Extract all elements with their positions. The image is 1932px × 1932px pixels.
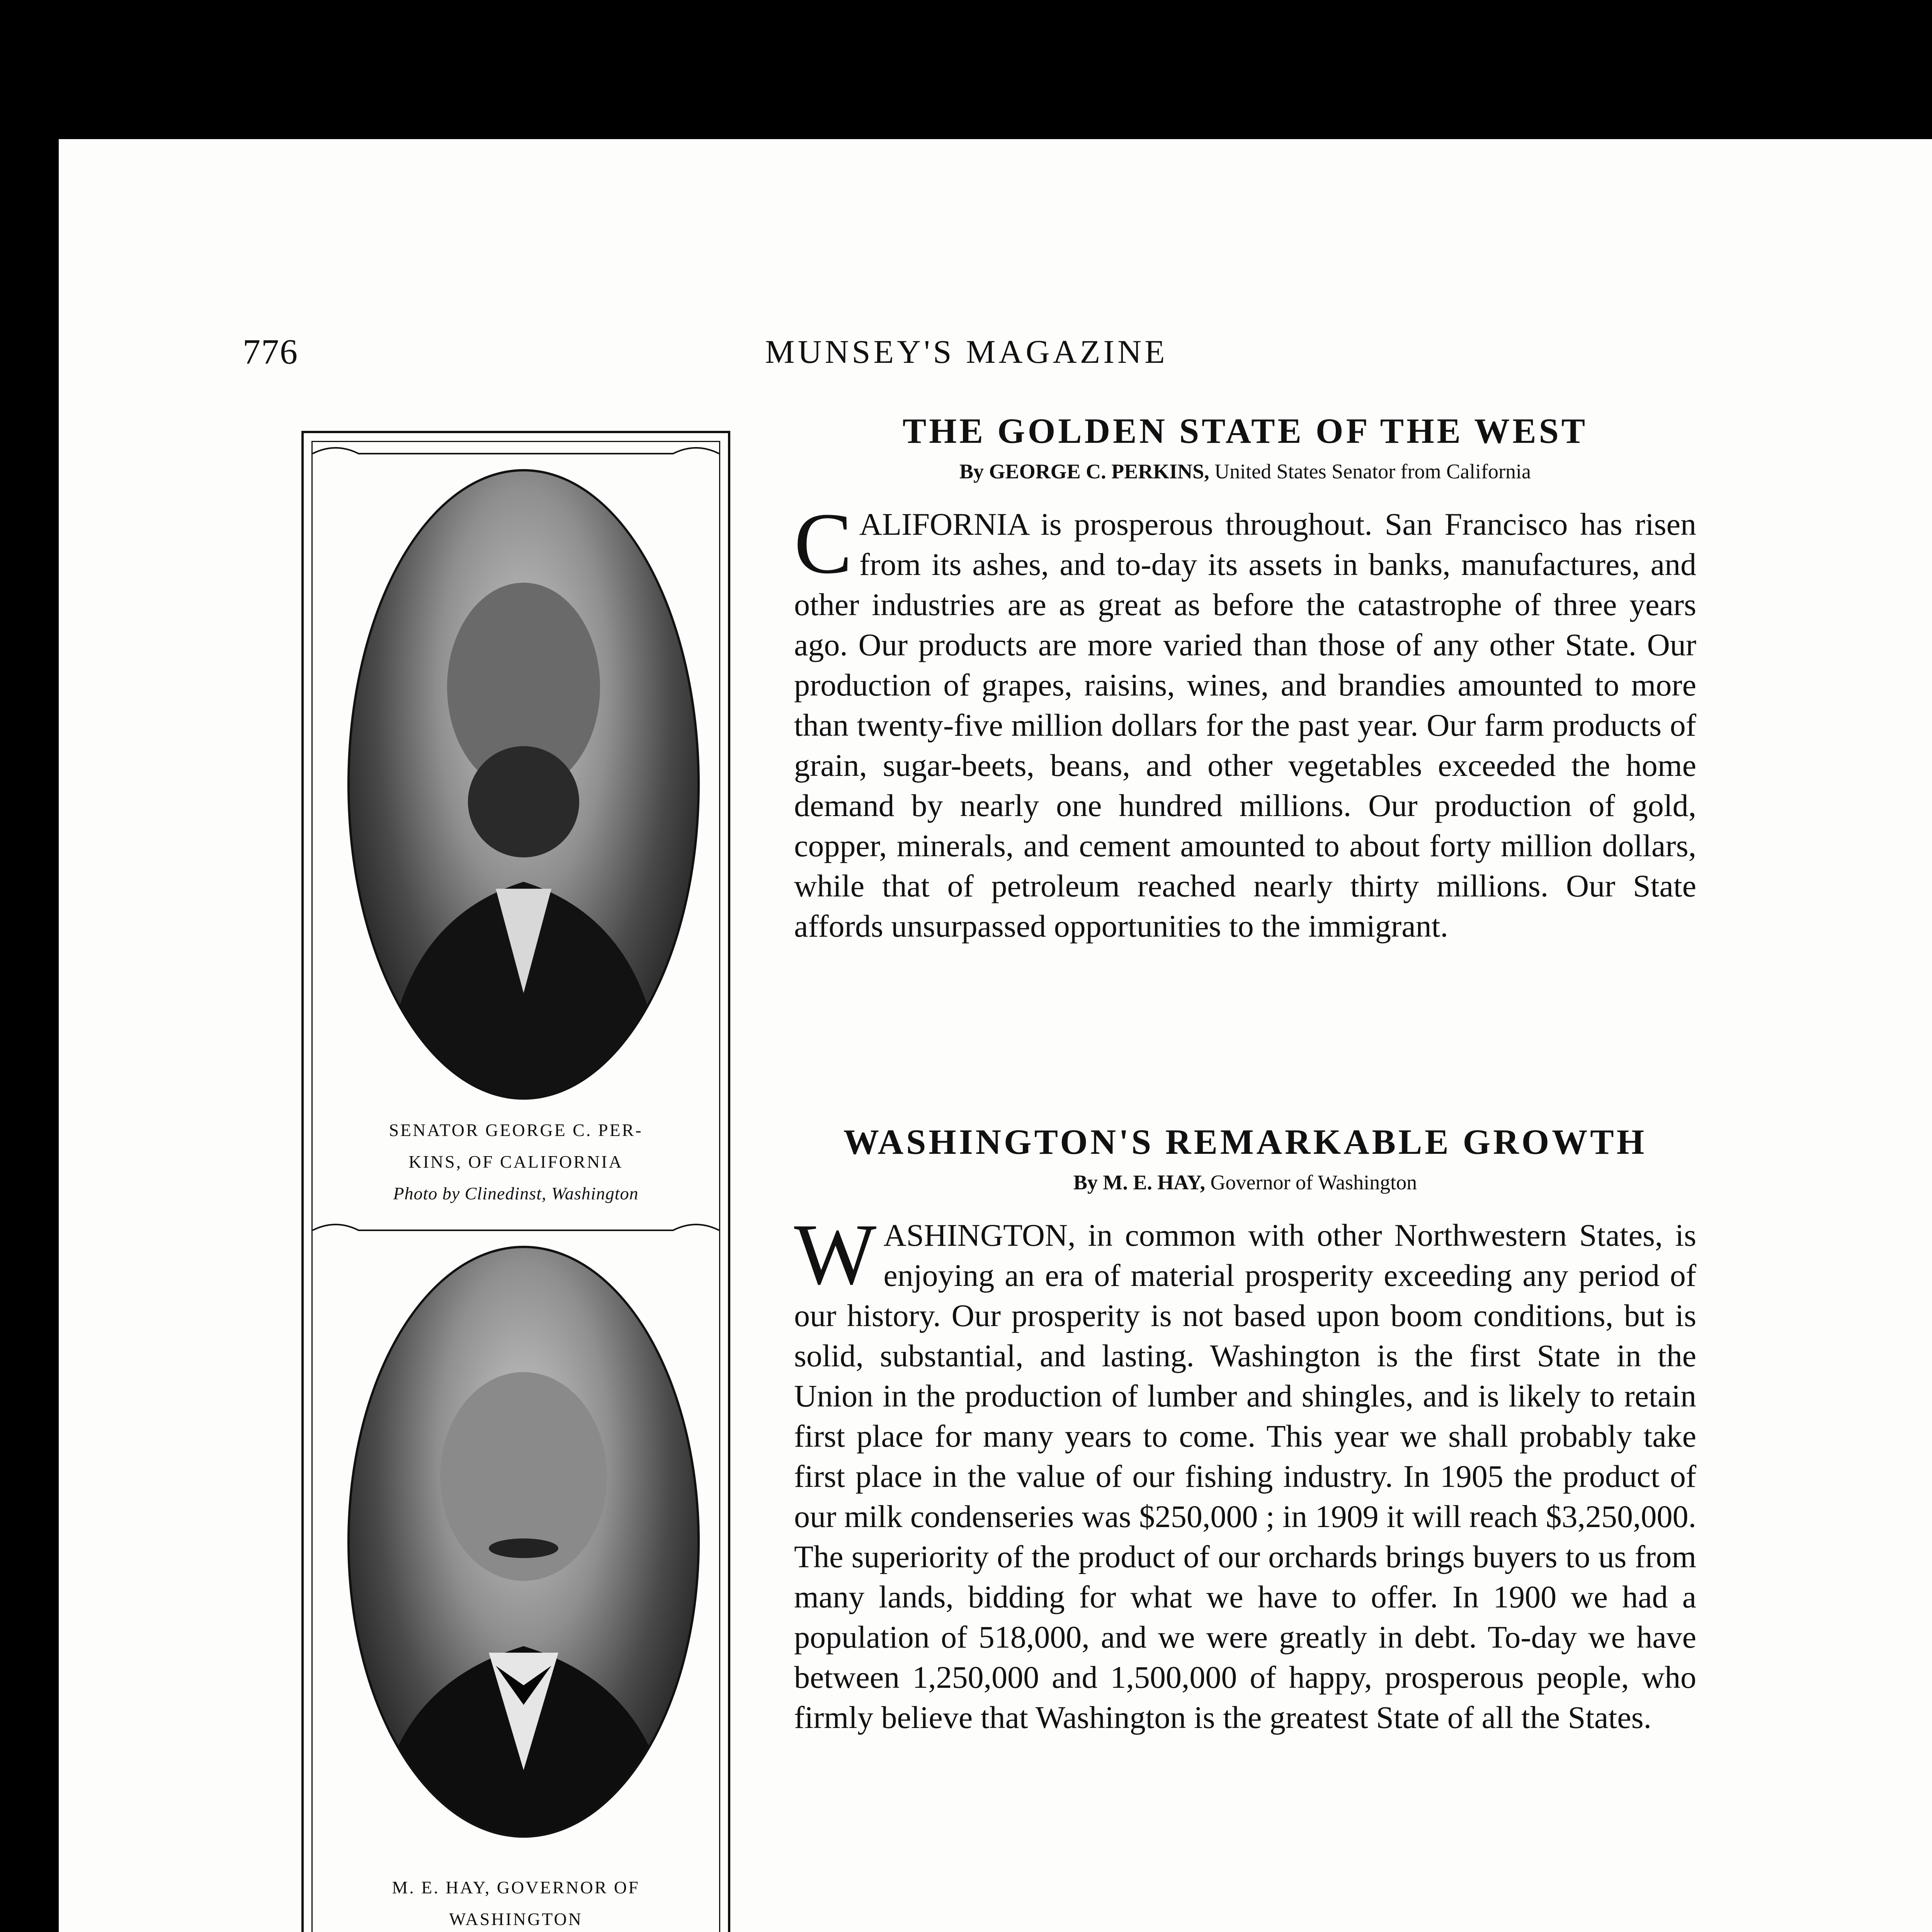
portrait-column xyxy=(301,431,730,1932)
body-text: ASHINGTON, in common with other Northwestern States, is enjoying an era of material prosperity exceeding any period of our history. Our prosperity is not based upon boom conditions, but is solid, substantial, and lasting. Washington is the first State in the Union in the production of lumber and shingles, and is likely to retain first place for many years to come. This year we shall probably take first place in the value of our fishing industry. In 1905 the product of our milk condenseries was $250,000 ; in 1909 it will reach $3,250,000. The superiority of the product of our orchards brings buyers to us from many lands, bidding for what we have to offer. In 1900 we had a population of 518,000, and we were greatly in debt. To-day we have between 1,250,000 and 1,500,000 of happy, prosperous people, who firmly believe that Washington is the greatest State of all the States. xyxy=(794,1218,1696,1735)
portrait-silhouette xyxy=(350,471,697,1097)
caption-line: SENATOR GEORGE C. PER- xyxy=(389,1120,643,1140)
section-byline xyxy=(794,1165,1696,1200)
section-california xyxy=(794,408,1696,946)
scroll-ornament xyxy=(313,1219,719,1242)
portrait-column-inner-border xyxy=(311,441,720,1932)
byline-name: By M. E. HAY, xyxy=(1073,1171,1205,1194)
portrait-block-perkins xyxy=(313,442,719,1203)
portrait-perkins xyxy=(347,469,700,1100)
section-washington xyxy=(794,1119,1696,1738)
section-body xyxy=(794,495,1696,946)
caption-line: WASHINGTON xyxy=(449,1909,583,1929)
portrait-silhouette xyxy=(350,1248,697,1835)
caption-line: M. E. HAY, GOVERNOR OF xyxy=(392,1878,640,1897)
section-heading: WASHINGTON'S REMARKABLE GROWTH xyxy=(843,1122,1647,1162)
body-text: ALIFORNIA is prosperous throughout. San Francisco has risen from its ashes, and to-day its assets in banks, manufactures, and other industries are as great as before the catastrophe of three years ago. Our products are more varied than those of any other State. Our production of grapes, raisins, wines, and brandies amounted to more than twenty-five million dollars for the past year. Our farm products of grain, sugar-beets, beans, and other vegetables exceeded the home demand by nearly one hundred millions. Our production of gold, copper, minerals, and cement amounted to about forty million dollars, while that of petroleum reached nearly thirty millions. Our State affords unsurpassed opportunities to the immigrant. xyxy=(794,507,1696,944)
photo-credit: Photo by Clinedinst, Washington xyxy=(393,1184,639,1203)
drop-cap: C xyxy=(794,495,852,592)
scroll-ornament xyxy=(313,442,719,465)
running-head xyxy=(0,332,1932,371)
caption-perkins xyxy=(328,1114,704,1209)
byline-role: United States Senator from California xyxy=(1214,460,1531,483)
portrait-block-hay xyxy=(313,1219,719,1932)
page-number: 776 xyxy=(243,332,298,371)
byline-role: Governor of Washington xyxy=(1210,1171,1417,1194)
byline-name: By GEORGE C. PERKINS, xyxy=(959,460,1209,483)
section-heading: THE GOLDEN STATE OF THE WEST xyxy=(902,411,1588,451)
caption-hay xyxy=(328,1872,704,1932)
drop-cap: W xyxy=(794,1206,877,1303)
caption-line: KINS, OF CALIFORNIA xyxy=(408,1152,623,1172)
magazine-title: MUNSEY'S MAGAZINE xyxy=(765,333,1168,370)
section-body xyxy=(794,1206,1696,1738)
portrait-hay xyxy=(347,1246,700,1838)
section-byline xyxy=(794,454,1696,489)
